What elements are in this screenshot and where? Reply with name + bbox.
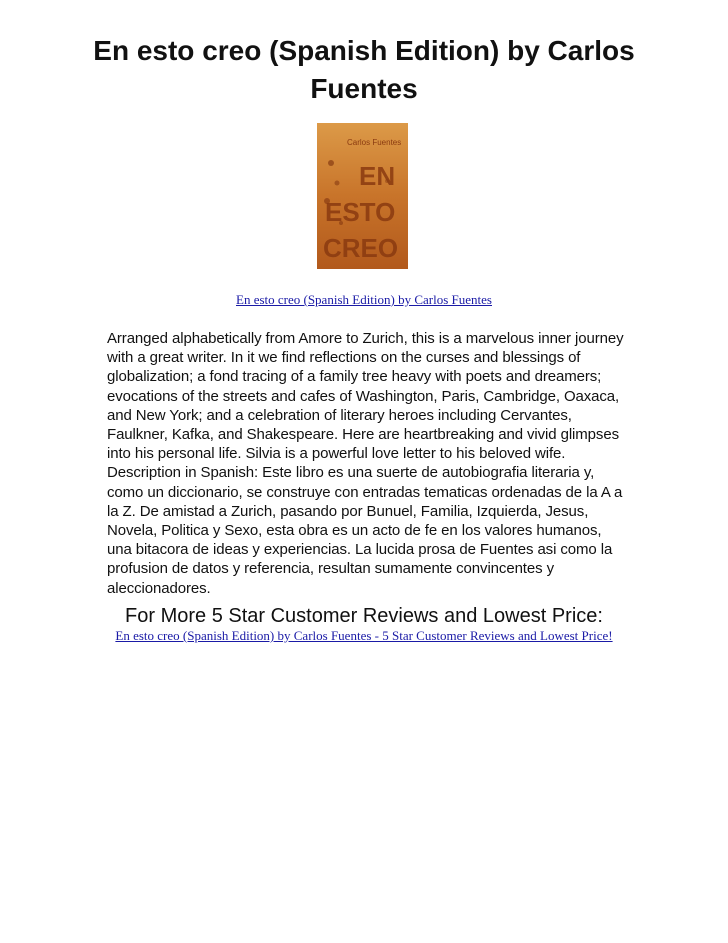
book-cover-image[interactable] <box>317 123 408 269</box>
reviews-link[interactable]: En esto creo (Spanish Edition) by Carlos Fuentes - 5 Star Customer Reviews and Lowest Price! <box>115 628 613 643</box>
cover-title-line: ESTO <box>325 197 396 227</box>
book-cover-art <box>317 123 408 269</box>
cover-title-line: EN <box>359 161 396 191</box>
image-caption <box>0 292 728 308</box>
cover-author-text: Carlos Fuentes <box>347 138 402 147</box>
book-description: Arranged alphabetically from Amore to Zurich, this is a marvelous inner journey with a great writer. In it we find reflections on the curses and blessings of globalization; a fond tracing of a family tree heavy with poets and dreamers; evocations of the streets and cafes of Washington, Paris, Cambridge, Oaxaca, and New York; and a celebration of literary heroes including Cervantes, Faulkner, Kafka, and Shakespeare. Here are heartbreaking and vivid glimpses into his personal life. Silvia is a powerful love letter to his beloved wife. Description in Spanish: Este libro es una suerte de autobiografia literaria y, como un diccionario, se construye con entradas tematicas ordenadas de la A a la Z. De amistad a Zurich, pasando por Bunuel, Familia, Izquierda, Jesus, Novela, Politica y Sexo, esta obra es un acto de fe en los valores humanos, una bitacora de ideas y experiencias. La lucida prosa de Fuentes asi como la profusion de datos y referencia, resultan sumamente convincentes y aleccionadores. <box>107 330 624 597</box>
cta-heading: For More 5 Star Customer Reviews and Lowest Price: <box>125 605 603 627</box>
book-link[interactable]: En esto creo (Spanish Edition) by Carlos Fuentes <box>236 292 492 307</box>
cta-link-container <box>100 628 628 644</box>
cover-title-line: CREO <box>323 233 399 263</box>
page-title: En esto creo (Spanish Edition) by Carlos Fuentes <box>93 35 635 104</box>
